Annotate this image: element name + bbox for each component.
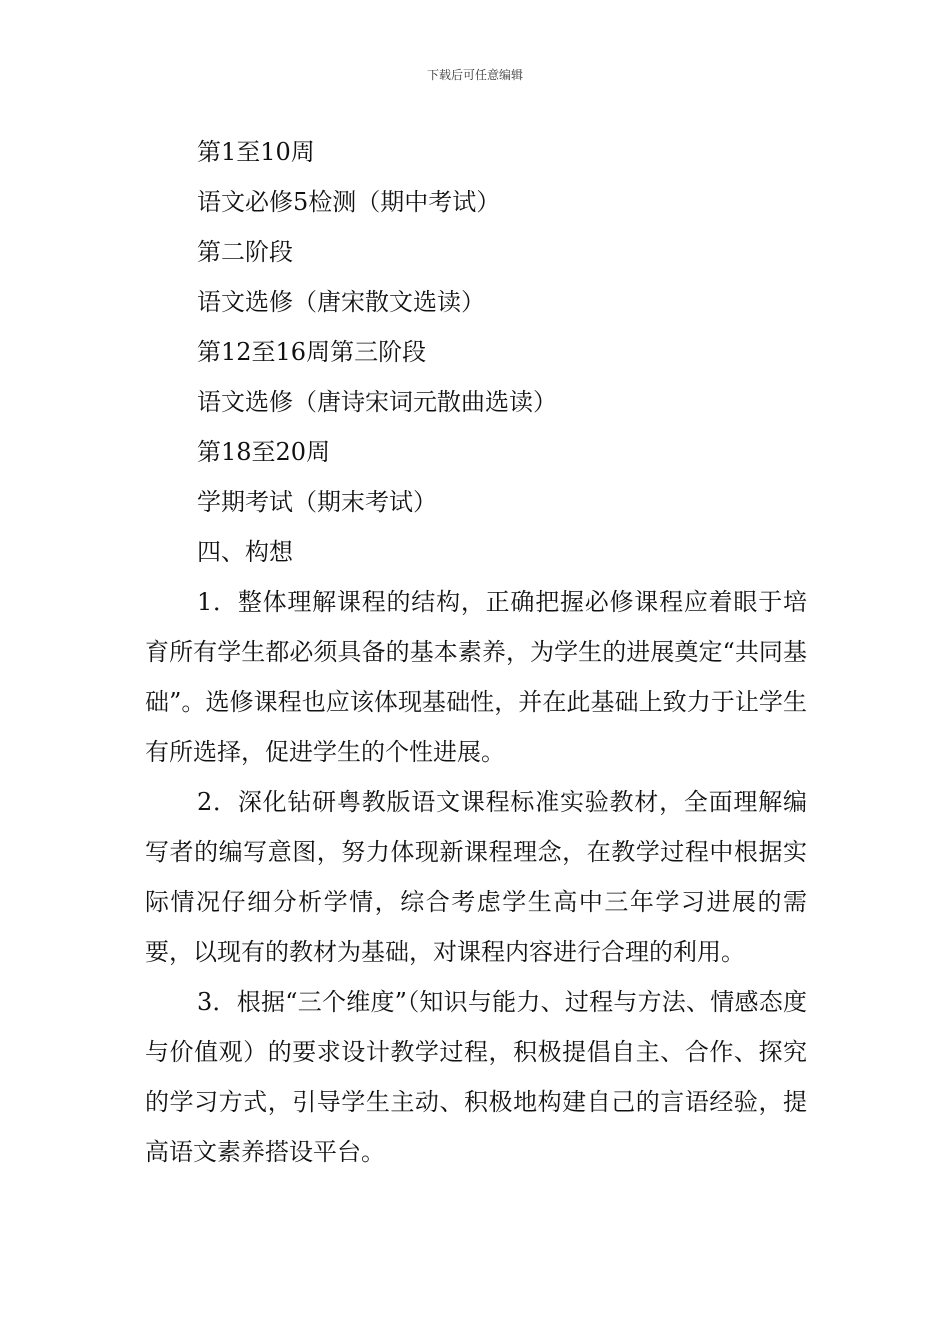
schedule-line: 第二阶段 bbox=[197, 238, 293, 266]
schedule-line: 学期考试（期末考试） bbox=[197, 488, 437, 516]
section-heading: 四、构想 bbox=[197, 538, 293, 566]
page-header: 下载后可任意编辑 bbox=[426, 68, 523, 82]
schedule-line: 第12至16周第三阶段 bbox=[197, 338, 427, 366]
schedule-line: 第1至10周 bbox=[197, 138, 315, 166]
paragraph-2: 2．深化钻研粤教版语文课程标准实验教材，全面理解编写者的编写意图，努力体现新课程理念，在教学过程中根据实际情况仔细分析学情，综合考虑学生高中三年学习进展的需要，以现有的教材为基础，对课程内容进行合理的利用。 bbox=[145, 788, 807, 966]
document-body bbox=[145, 127, 807, 1177]
schedule-line: 语文必修5检测（期中考试） bbox=[197, 188, 501, 216]
paragraph-1: 1．整体理解课程的结构，正确把握必修课程应着眼于培育所有学生都必须具备的基本素养，为学生的进展奠定“共同基础”。选修课程也应该体现基础性，并在此基础上致力于让学生有所选择，促进学生的个性进展。 bbox=[145, 588, 807, 766]
schedule-line: 语文选修（唐宋散文选读） bbox=[197, 288, 485, 316]
schedule-line: 语文选修（唐诗宋词元散曲选读） bbox=[197, 388, 557, 416]
schedule-line: 第18至20周 bbox=[197, 438, 331, 466]
paragraph-3: 3．根据“三个维度”（知识与能力、过程与方法、情感态度与价值观）的要求设计教学过程，积极提倡自主、合作、探究的学习方式，引导学生主动、积极地构建自己的言语经验，提高语文素养搭设平台。 bbox=[145, 988, 807, 1166]
